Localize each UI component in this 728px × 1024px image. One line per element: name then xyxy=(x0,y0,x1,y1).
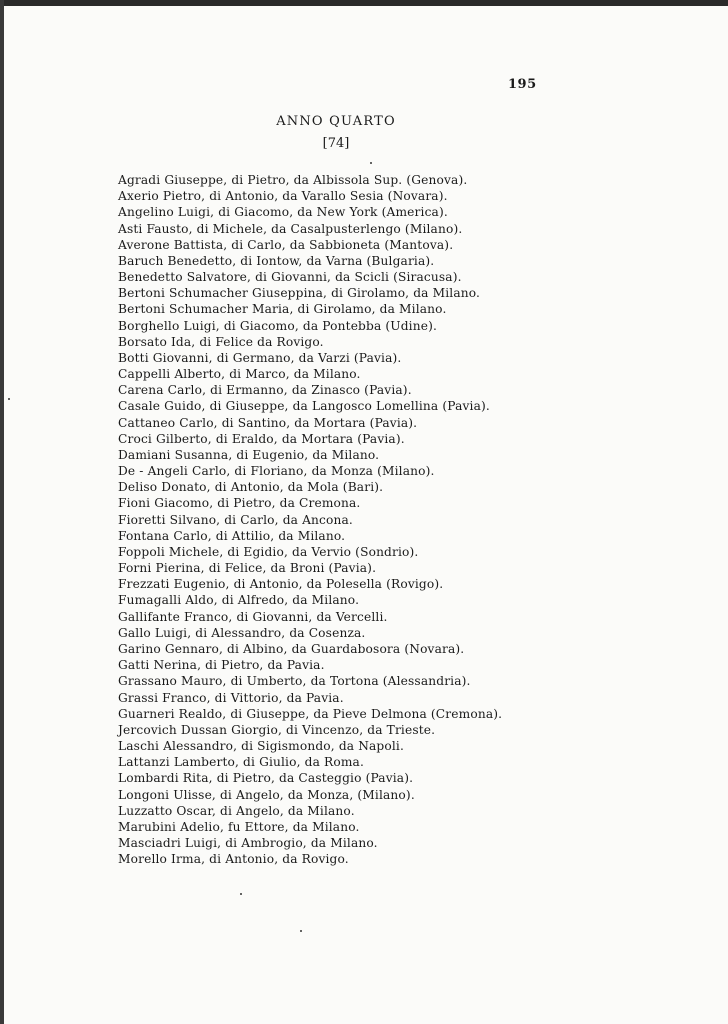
list-item: Grassano Mauro, di Umberto, da Tortona (Alessandria). xyxy=(118,674,471,689)
section-title: ANNO QUARTO xyxy=(276,114,396,129)
student-name-list xyxy=(118,172,502,867)
list-item: Borsato Ida, di Felice da Rovigo. xyxy=(118,334,324,349)
list-item: Foppoli Michele, di Egidio, da Vervio (Sondrio). xyxy=(118,544,419,559)
list-item: Asti Fausto, di Michele, da Casalpusterlengo (Milano). xyxy=(118,221,463,236)
list-item: Axerio Pietro, di Antonio, da Varallo Sesia (Novara). xyxy=(118,189,448,204)
section-number: [74] xyxy=(322,136,350,151)
list-item: Laschi Alessandro, di Sigismondo, da Napoli. xyxy=(118,739,404,754)
list-item: Cappelli Alberto, di Marco, da Milano. xyxy=(118,367,361,382)
list-item: Bertoni Schumacher Giuseppina, di Girolamo, da Milano. xyxy=(118,286,481,301)
list-item: Angelino Luigi, di Giacomo, da New York (America). xyxy=(118,205,448,220)
scan-speck xyxy=(370,162,372,164)
list-item: Fontana Carlo, di Attilio, da Milano. xyxy=(118,528,346,543)
list-item: Forni Pierina, di Felice, da Broni (Pavia). xyxy=(118,561,377,576)
list-item: Jercovich Dussan Giorgio, di Vincenzo, da Trieste. xyxy=(118,722,436,737)
list-item: Botti Giovanni, di Germano, da Varzi (Pavia). xyxy=(118,350,402,365)
scan-border-top xyxy=(0,0,728,6)
list-item: Bertoni Schumacher Maria, di Girolamo, da Milano. xyxy=(118,302,447,317)
list-item: Garino Gennaro, di Albino, da Guardabosora (Novara). xyxy=(118,641,465,656)
list-item: Deliso Donato, di Antonio, da Mola (Bari). xyxy=(118,480,384,495)
list-item: Masciadri Luigi, di Ambrogio, da Milano. xyxy=(118,836,378,851)
list-item: Baruch Benedetto, di Iontow, da Varna (Bulgaria). xyxy=(118,253,435,268)
list-item: Lombardi Rita, di Pietro, da Casteggio (Pavia). xyxy=(118,771,414,786)
page-number: 195 xyxy=(508,77,537,92)
list-item: Carena Carlo, di Ermanno, da Zinasco (Pavia). xyxy=(118,383,412,398)
list-item: Averone Battista, di Carlo, da Sabbioneta (Mantova). xyxy=(118,237,454,252)
list-item: Gatti Nerina, di Pietro, da Pavia. xyxy=(118,658,325,673)
list-item: Fumagalli Aldo, di Alfredo, da Milano. xyxy=(118,593,360,608)
list-item: Marubini Adelio, fu Ettore, da Milano. xyxy=(118,819,360,834)
list-item: Casale Guido, di Giuseppe, da Langosco Lomellina (Pavia). xyxy=(118,399,490,414)
list-item: Fioretti Silvano, di Carlo, da Ancona. xyxy=(118,512,353,527)
scan-speck xyxy=(300,930,302,932)
list-item: De - Angeli Carlo, di Floriano, da Monza (Milano). xyxy=(118,464,435,479)
list-item: Longoni Ulisse, di Angelo, da Monza, (Milano). xyxy=(118,787,415,802)
list-item: Damiani Susanna, di Eugenio, da Milano. xyxy=(118,447,380,462)
list-item: Lattanzi Lamberto, di Giulio, da Roma. xyxy=(118,755,364,770)
list-item: Morello Irma, di Antonio, da Rovigo. xyxy=(118,852,349,867)
list-item: Agradi Giuseppe, di Pietro, da Albissola Sup. (Genova). xyxy=(118,173,468,187)
list-item: Luzzatto Oscar, di Angelo, da Milano. xyxy=(118,803,355,818)
list-item: Borghello Luigi, di Giacomo, da Pontebba (Udine). xyxy=(118,318,438,333)
list-item: Benedetto Salvatore, di Giovanni, da Scicli (Siracusa). xyxy=(118,270,462,285)
list-item: Gallo Luigi, di Alessandro, da Cosenza. xyxy=(118,625,366,640)
scan-border-left xyxy=(0,0,4,1024)
list-item: Gallifante Franco, di Giovanni, da Vercelli. xyxy=(118,609,388,624)
scan-speck xyxy=(240,893,242,895)
list-item: Croci Gilberto, di Eraldo, da Mortara (Pavia). xyxy=(118,431,405,446)
list-item: Fioni Giacomo, di Pietro, da Cremona. xyxy=(118,496,361,511)
scan-speck xyxy=(8,398,10,400)
list-item: Cattaneo Carlo, di Santino, da Mortara (Pavia). xyxy=(118,415,418,430)
list-item: Guarneri Realdo, di Giuseppe, da Pieve Delmona (Cremona). xyxy=(118,706,503,721)
list-item: Frezzati Eugenio, di Antonio, da Polesella (Rovigo). xyxy=(118,577,444,592)
list-item: Grassi Franco, di Vittorio, da Pavia. xyxy=(118,690,344,705)
